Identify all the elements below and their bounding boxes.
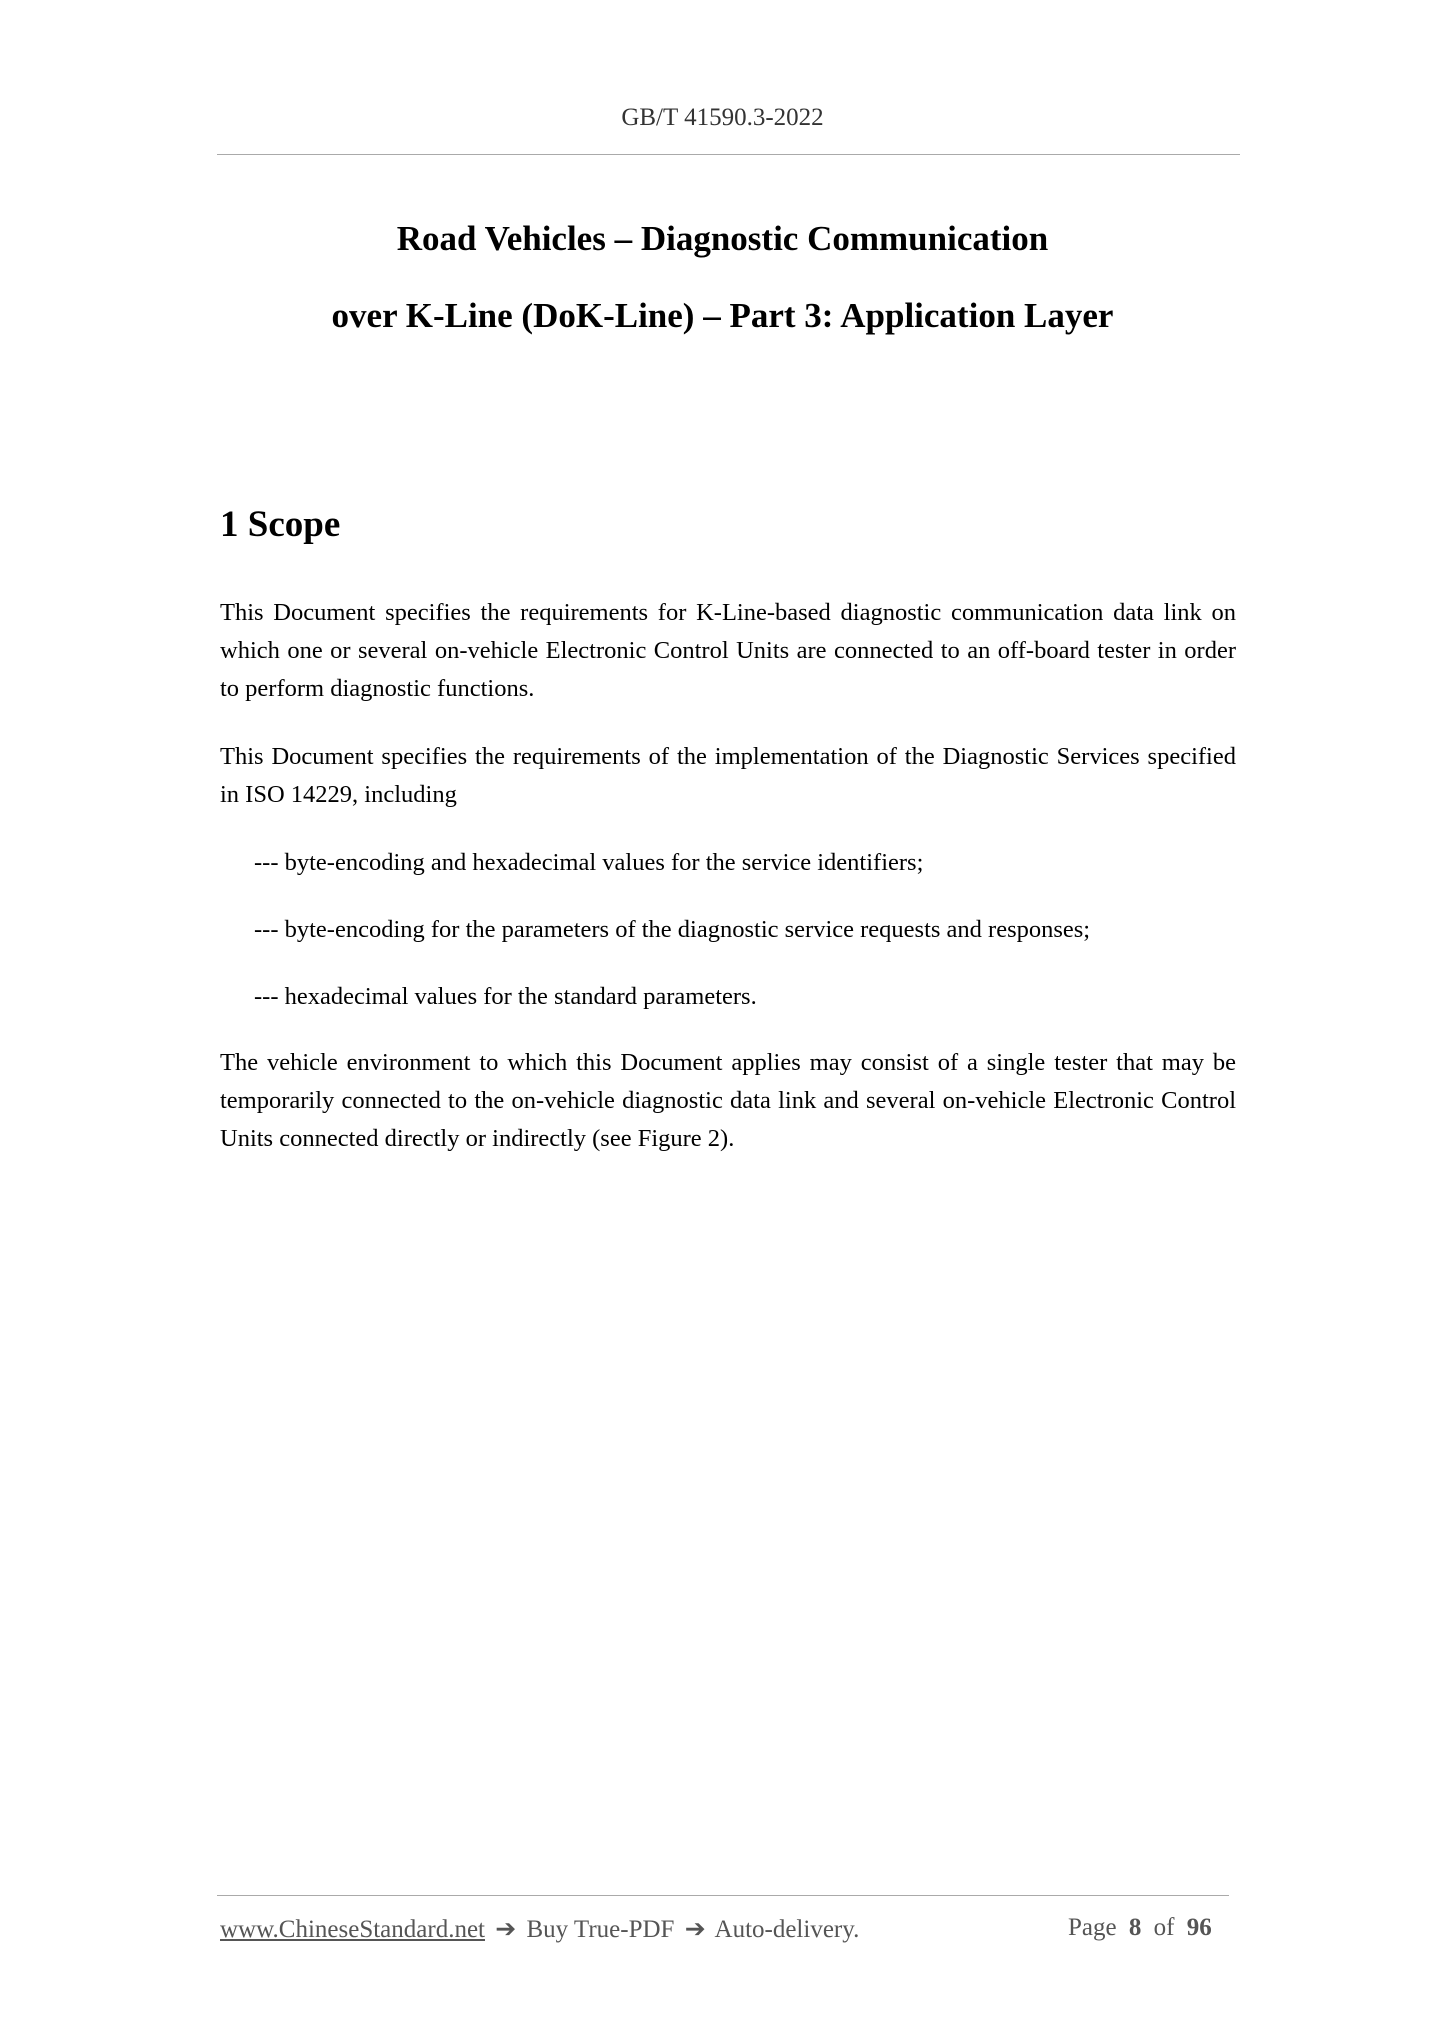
document-title-line-1: Road Vehicles – Diagnostic Communication	[396, 219, 1049, 258]
scope-paragraph-1: This Document specifies the requirements for K-Line-based diagnostic communication data link on which one or several on-vehicle Electronic Control Units are connected to an off-board tester in order to perform diagnostic functions.	[220, 599, 1236, 702]
arrow-right-icon: ➔	[684, 1916, 706, 1943]
website-link[interactable]: www.ChineseStandard.net	[220, 1916, 485, 1943]
arrow-right-icon: ➔	[495, 1916, 517, 1943]
footer-divider	[217, 1895, 1229, 1896]
document-title-line-2: over K-Line (DoK-Line) – Part 3: Application Layer	[331, 296, 1114, 335]
page-number: 8	[1128, 1914, 1142, 1941]
scope-paragraph-2: This Document specifies the requirements of the implementation of the Diagnostic Services specified in ISO 14229, including	[220, 743, 1236, 808]
list-item: --- byte-encoding and hexadecimal values for the service identifiers;	[254, 849, 924, 876]
page-indicator	[1068, 1914, 1218, 1942]
list-item: --- byte-encoding for the parameters of the diagnostic service requests and responses;	[254, 916, 1091, 943]
buy-text: Buy True-PDF	[526, 1916, 675, 1943]
header-divider	[217, 154, 1240, 155]
of-label: of	[1153, 1914, 1175, 1941]
scope-paragraph-3: The vehicle environment to which this Document applies may consist of a single tester that may be temporarily connected to the on-vehicle diagnostic data link and several on-vehicle Electronic Control Units connected directly or indirectly (see Figure 2).	[220, 1049, 1236, 1152]
standard-code-header: GB/T 41590.3-2022	[621, 104, 824, 131]
total-pages: 96	[1186, 1914, 1212, 1941]
footer-promo	[220, 1914, 859, 1944]
list-item: --- hexadecimal values for the standard parameters.	[254, 983, 757, 1010]
delivery-text: Auto-delivery.	[714, 1916, 860, 1943]
page-label: Page	[1068, 1914, 1117, 1941]
section-heading-scope: 1 Scope	[220, 504, 341, 545]
